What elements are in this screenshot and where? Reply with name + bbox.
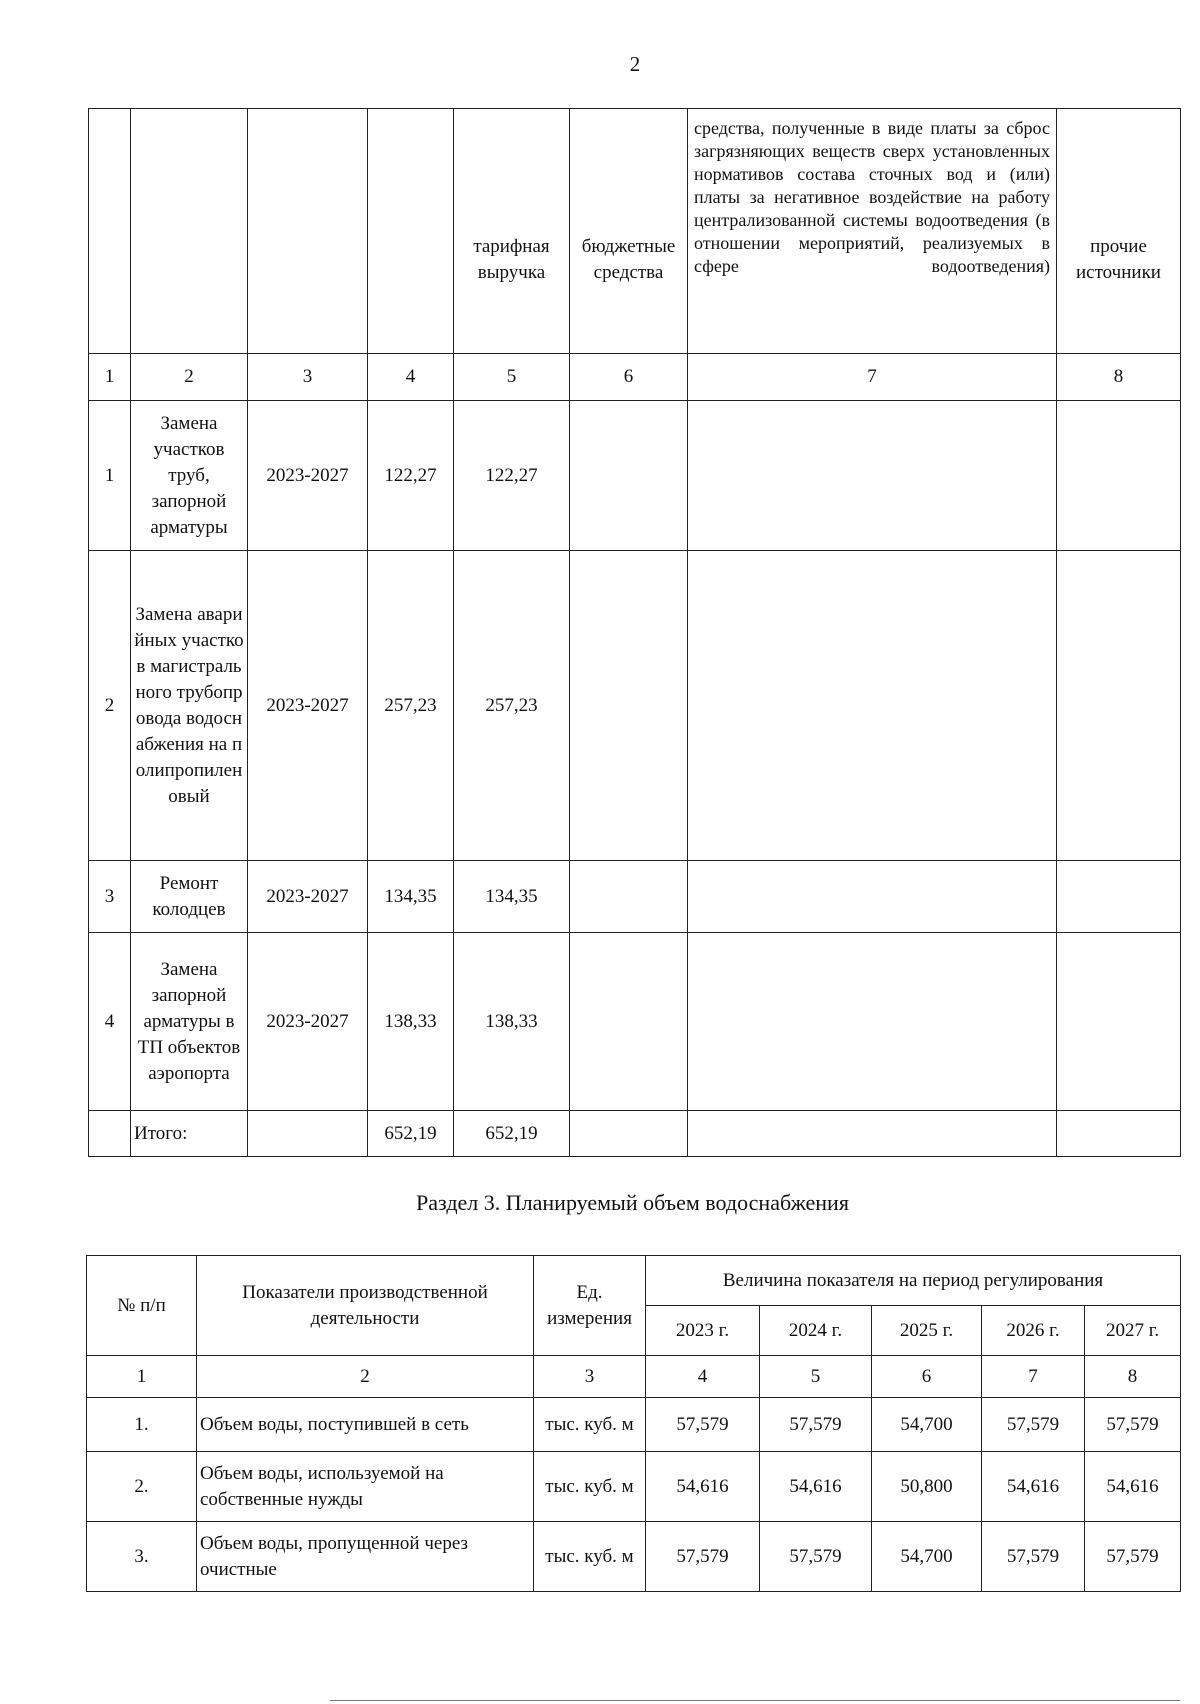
- header-year: 2023 г.: [646, 1306, 760, 1356]
- row-measure-name: Ремонт колодцев: [131, 861, 248, 933]
- row-period: 2023-2027: [248, 551, 368, 861]
- row-value: 57,579: [646, 1398, 760, 1452]
- row-value: 57,579: [982, 1522, 1085, 1592]
- row-budget: [570, 933, 688, 1111]
- table-row: [87, 1452, 1181, 1522]
- col-number: 7: [688, 354, 1057, 401]
- header-budget-funds: бюджетные средства: [570, 109, 688, 354]
- total-other: [1057, 1111, 1181, 1157]
- row-value: 57,579: [1085, 1522, 1181, 1592]
- table-row: [89, 551, 1181, 861]
- row-measure-name: Замена запорной арматуры в ТП объектов аэропорта: [131, 933, 248, 1111]
- col-number: 4: [368, 354, 454, 401]
- header-cell-empty-1: [89, 109, 131, 354]
- row-tariff: 257,23: [454, 551, 570, 861]
- row-other: [1057, 933, 1181, 1111]
- total-row: [89, 1111, 1181, 1157]
- row-value: 54,616: [982, 1452, 1085, 1522]
- header-cell-empty-4: [368, 109, 454, 354]
- col-number: 8: [1085, 1356, 1181, 1398]
- row-indicator: Объем воды, поступившей в сеть: [197, 1398, 534, 1452]
- row-number: 3.: [87, 1522, 197, 1592]
- table-row: [87, 1398, 1181, 1452]
- row-number: 2: [89, 551, 131, 861]
- row-number: 1: [89, 401, 131, 551]
- header-indicator: Показатели производственной деятельности: [197, 1256, 534, 1356]
- col-number: 1: [87, 1356, 197, 1398]
- row-discharge-fees: [688, 401, 1057, 551]
- total-discharge-fees: [688, 1111, 1057, 1157]
- investment-table: [88, 108, 1181, 1157]
- row-value: 54,700: [872, 1398, 982, 1452]
- table-header-row: [87, 1256, 1181, 1306]
- header-other-sources: прочие источники: [1057, 109, 1181, 354]
- row-tariff: 134,35: [454, 861, 570, 933]
- row-tariff: 138,33: [454, 933, 570, 1111]
- row-value: 54,700: [872, 1522, 982, 1592]
- table-row: [87, 1522, 1181, 1592]
- header-discharge-fees: средства, полученные в виде платы за сброс загрязняющих веществ сверх установленных нормативов состава сточных вод и (или) платы за негативное воздействие на работу централизованной системы водоотведения (в отношении мероприятий, реализуемых в сфере водоотведения): [688, 109, 1057, 354]
- row-unit: тыс. куб. м: [534, 1398, 646, 1452]
- row-other: [1057, 861, 1181, 933]
- row-measure-name: Замена участков труб, запорной арматуры: [131, 401, 248, 551]
- header-cell-empty-2: [131, 109, 248, 354]
- total-tariff: 652,19: [454, 1111, 570, 1157]
- col-number: 2: [197, 1356, 534, 1398]
- row-period: 2023-2027: [248, 933, 368, 1111]
- row-indicator: Объем воды, пропущенной через очистные: [197, 1522, 534, 1592]
- col-number: 2: [131, 354, 248, 401]
- row-unit: тыс. куб. м: [534, 1452, 646, 1522]
- row-budget: [570, 401, 688, 551]
- header-unit: Ед. измерения: [534, 1256, 646, 1356]
- row-value: 57,579: [1085, 1398, 1181, 1452]
- col-number: 5: [454, 354, 570, 401]
- col-number: 8: [1057, 354, 1181, 401]
- row-indicator: Объем воды, используемой на собственные нужды: [197, 1452, 534, 1522]
- header-year: 2026 г.: [982, 1306, 1085, 1356]
- column-numbers-row: [89, 354, 1181, 401]
- table-header-row: [89, 109, 1181, 354]
- row-budget: [570, 861, 688, 933]
- row-value: 57,579: [760, 1398, 872, 1452]
- header-period-group: Величина показателя на период регулирования: [646, 1256, 1181, 1306]
- row-number: 4: [89, 933, 131, 1111]
- row-unit: тыс. куб. м: [534, 1522, 646, 1592]
- row-number: 3: [89, 861, 131, 933]
- header-number: № п/п: [87, 1256, 197, 1356]
- page-number: 2: [629, 52, 641, 76]
- col-number: 3: [534, 1356, 646, 1398]
- row-value: 54,616: [760, 1452, 872, 1522]
- col-number: 5: [760, 1356, 872, 1398]
- water-volume-table: [86, 1255, 1181, 1592]
- header-tariff-revenue: тарифная выручка: [454, 109, 570, 354]
- row-other: [1057, 551, 1181, 861]
- col-number: 1: [89, 354, 131, 401]
- col-number: 7: [982, 1356, 1085, 1398]
- header-cell-empty-3: [248, 109, 368, 354]
- table-row: [89, 933, 1181, 1111]
- scan-edge-line: [330, 1700, 1180, 1701]
- col-number: 4: [646, 1356, 760, 1398]
- row-number: 2.: [87, 1452, 197, 1522]
- table-row: [89, 401, 1181, 551]
- row-value: 57,579: [646, 1522, 760, 1592]
- row-measure-name: Замена аварийных участков магистрального трубопровода водоснабжения на полипропиленовый: [131, 551, 248, 861]
- col-number: 3: [248, 354, 368, 401]
- total-row-empty: [89, 1111, 131, 1157]
- total-period-empty: [248, 1111, 368, 1157]
- header-year: 2025 г.: [872, 1306, 982, 1356]
- row-other: [1057, 401, 1181, 551]
- header-year: 2024 г.: [760, 1306, 872, 1356]
- row-value: 57,579: [982, 1398, 1085, 1452]
- section-title: Раздел 3. Планируемый объем водоснабжения: [416, 1190, 849, 1215]
- total-budget: [570, 1111, 688, 1157]
- row-value: 54,616: [646, 1452, 760, 1522]
- row-number: 1.: [87, 1398, 197, 1452]
- row-period: 2023-2027: [248, 401, 368, 551]
- row-total: 138,33: [368, 933, 454, 1111]
- row-discharge-fees: [688, 551, 1057, 861]
- row-discharge-fees: [688, 861, 1057, 933]
- row-total: 257,23: [368, 551, 454, 861]
- row-total: 122,27: [368, 401, 454, 551]
- row-budget: [570, 551, 688, 861]
- row-tariff: 122,27: [454, 401, 570, 551]
- row-period: 2023-2027: [248, 861, 368, 933]
- row-value: 57,579: [760, 1522, 872, 1592]
- row-value: 50,800: [872, 1452, 982, 1522]
- header-year: 2027 г.: [1085, 1306, 1181, 1356]
- row-discharge-fees: [688, 933, 1057, 1111]
- col-number: 6: [872, 1356, 982, 1398]
- total-label: Итого:: [131, 1111, 248, 1157]
- total-sum: 652,19: [368, 1111, 454, 1157]
- table-row: [89, 861, 1181, 933]
- column-numbers-row: [87, 1356, 1181, 1398]
- row-value: 54,616: [1085, 1452, 1181, 1522]
- row-total: 134,35: [368, 861, 454, 933]
- col-number: 6: [570, 354, 688, 401]
